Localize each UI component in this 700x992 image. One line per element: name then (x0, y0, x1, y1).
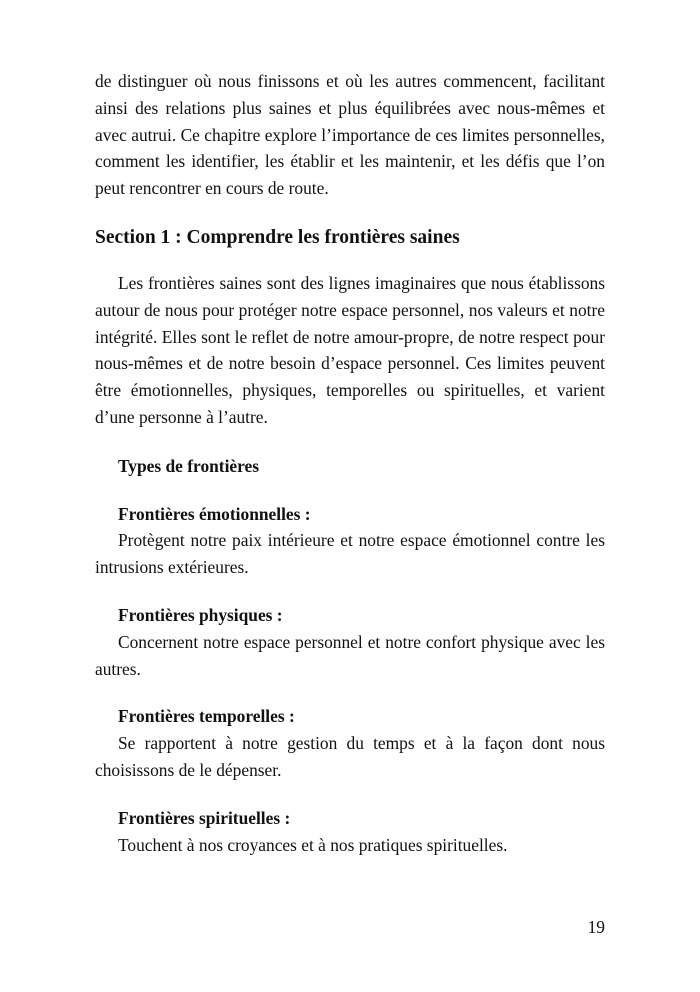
boundary-type-physical (95, 602, 605, 682)
boundary-type-title: Frontières physiques : (118, 604, 283, 625)
page-number: 19 (587, 917, 605, 937)
boundary-type-spiritual (95, 805, 605, 859)
page-body (95, 68, 605, 858)
boundary-type-description: Concernent notre espace personnel et notre confort physique avec les autres. (95, 631, 605, 679)
boundary-type-title: Frontières émotionnelles : (118, 503, 311, 524)
boundary-type-temporal (95, 703, 605, 783)
boundary-type-title: Frontières spirituelles : (118, 807, 291, 828)
boundary-type-emotional (95, 501, 605, 581)
boundary-type-description: Touchent à nos croyances et à nos pratiques spirituelles. (118, 834, 508, 855)
boundary-type-description: Se rapportent à notre gestion du temps et à la façon dont nous choisissons de le dépenser. (95, 733, 605, 780)
section-heading: Section 1 : Comprendre les frontières saines (95, 226, 460, 248)
boundary-type-description: Protègent notre paix intérieure et notre espace émotionnel contre les intrusions extérieures. (95, 530, 605, 578)
boundary-type-title: Frontières temporelles : (118, 706, 295, 727)
types-heading: Types de frontières (118, 455, 260, 476)
intro-paragraph: de distinguer où nous finissons et où les autres commencent, facilitant ainsi des relations plus saines et plus équilibrées avec nous-mêmes et avec autrui. Ce chapitre explore l’importance de ces limites personnelles, comment les identifier, les établir et les maintenir, et les défis que l’on peut rencontrer en cours de route. (95, 71, 605, 199)
section-paragraph: Les frontières saines sont des lignes imaginaires que nous établissons autour de nous pour protéger notre espace personnel, nos valeurs et notre intégrité. Elles sont le reflet de notre amour-propre, de notre respect pour nous-mêmes et de notre besoin d’espace personnel. Ces limites peuvent être émotionnelles, physiques, temporelles ou spirituelles, et varient d’une personne à l’autre. (95, 272, 605, 427)
